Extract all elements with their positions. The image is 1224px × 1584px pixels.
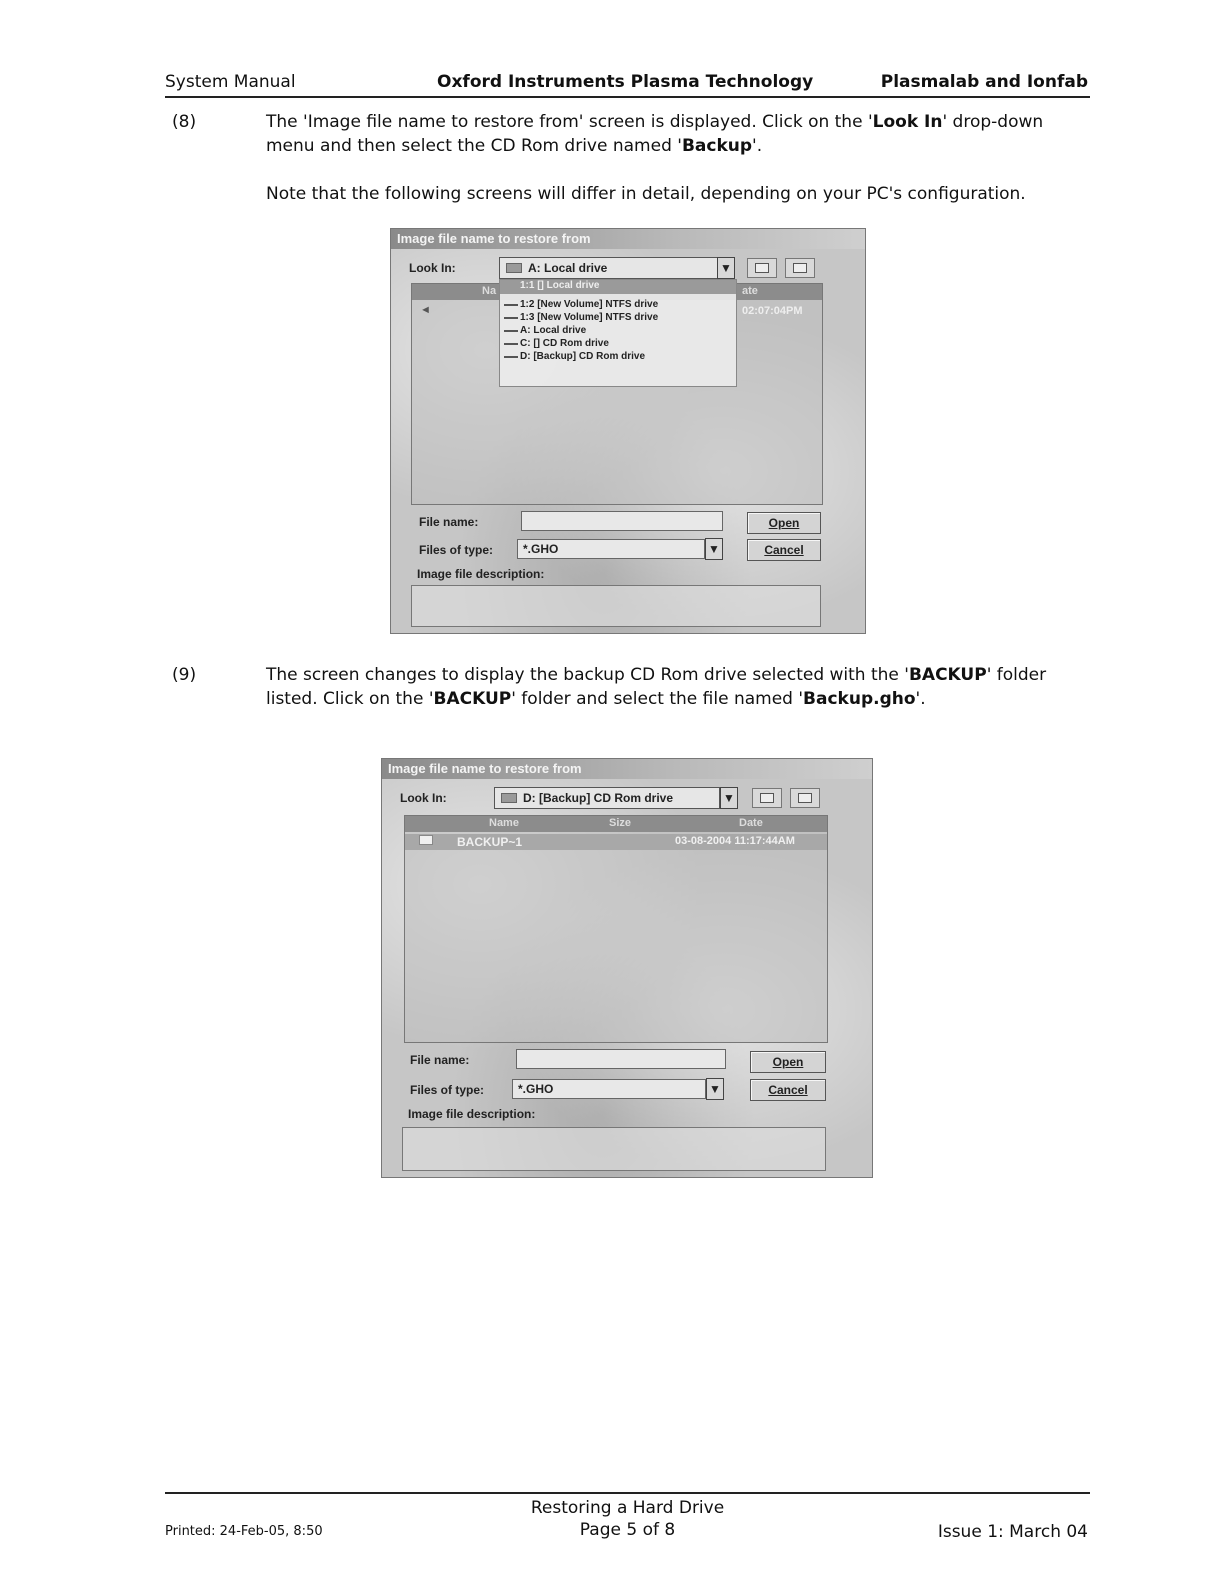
page-footer <box>165 1492 1090 1542</box>
look-in-label: Look In: <box>400 791 447 805</box>
file-list[interactable] <box>404 815 828 1043</box>
files-of-type-arrow-icon[interactable]: ▼ <box>705 538 723 560</box>
new-folder-icon[interactable] <box>785 258 815 278</box>
row-date: 03-08-2004 11:17:44AM <box>675 835 795 847</box>
restore-dialog-1 <box>390 228 866 634</box>
dropdown-item-2[interactable]: 1:2 [New Volume] NTFS drive <box>504 298 658 311</box>
open-button[interactable]: Open <box>750 1051 826 1073</box>
column-name[interactable]: Na <box>482 285 497 297</box>
up-folder-icon[interactable] <box>747 258 777 278</box>
cancel-button[interactable]: Cancel <box>750 1079 826 1101</box>
files-of-type-label: Files of type: <box>419 543 494 557</box>
file-name-input[interactable] <box>521 511 723 531</box>
header-center: Oxford Instruments Plasma Technology <box>437 72 814 92</box>
dropdown-item-1[interactable]: 1:1 [] Local drive <box>500 280 736 294</box>
drive-icon <box>506 263 522 273</box>
look-in-combo[interactable]: A: Local drive <box>499 257 721 279</box>
step-8-text: The 'Image file name to restore from' screen is displayed. Click on the 'Look In' drop-down menu and then select the CD Rom drive named 'Backup'. <box>266 112 1044 156</box>
row-name: BACKUP~1 <box>457 835 523 849</box>
footer-issue: Issue 1: March 04 <box>937 1522 1088 1542</box>
open-button[interactable]: Open <box>747 512 821 534</box>
file-list-header <box>405 816 827 832</box>
files-of-type-select[interactable]: *.GHO <box>517 539 705 559</box>
step-9-number: (9) <box>172 665 197 685</box>
description-label: Image file description: <box>408 1107 536 1121</box>
step-9-text: The screen changes to display the backup CD Rom drive selected with the 'BACKUP' folder listed. Click on the 'BACKUP' folder and select the file named 'Backup.gho'. <box>266 665 1047 709</box>
dialog-title: Image file name to restore from <box>391 229 865 249</box>
look-in-label: Look In: <box>409 261 456 275</box>
column-size[interactable]: Size <box>609 817 632 829</box>
footer-page: Page 5 of 8 <box>579 1520 676 1540</box>
column-date[interactable]: ate <box>742 285 758 297</box>
footer-printed: Printed: 24-Feb-05, 8:50 <box>165 1524 323 1539</box>
cancel-button[interactable]: Cancel <box>747 539 821 561</box>
footer-section: Restoring a Hard Drive <box>530 1498 725 1518</box>
files-of-type-label: Files of type: <box>410 1083 485 1097</box>
description-label: Image file description: <box>417 567 545 581</box>
files-of-type-arrow-icon[interactable]: ▼ <box>706 1078 724 1100</box>
step-8-number: (8) <box>172 112 197 132</box>
file-row-backup[interactable] <box>405 834 827 850</box>
file-name-label: File name: <box>410 1053 470 1067</box>
file-name-label: File name: <box>419 515 479 529</box>
dropdown-item-5[interactable]: C: [] CD Rom drive <box>504 337 609 350</box>
restore-dialog-2 <box>381 758 873 1178</box>
scroll-left-icon[interactable]: ◄ <box>420 304 431 316</box>
row-date: 02:07:04PM <box>742 305 803 317</box>
header-left: System Manual <box>165 72 296 92</box>
up-folder-icon[interactable] <box>752 788 782 808</box>
look-in-combo[interactable]: D: [Backup] CD Rom drive <box>494 787 720 809</box>
description-box[interactable] <box>402 1127 826 1171</box>
look-in-dropdown-arrow-icon[interactable]: ▼ <box>720 787 738 809</box>
dropdown-item-4[interactable]: A: Local drive <box>504 324 586 337</box>
look-in-dropdown-arrow-icon[interactable]: ▼ <box>717 257 735 279</box>
description-box[interactable] <box>411 585 821 627</box>
dropdown-item-3[interactable]: 1:3 [New Volume] NTFS drive <box>504 311 658 324</box>
cd-drive-icon <box>501 793 517 803</box>
column-date[interactable]: Date <box>739 817 763 829</box>
header-right: Plasmalab and Ionfab <box>880 72 1088 92</box>
look-in-dropdown-list <box>499 279 737 387</box>
new-folder-icon[interactable] <box>790 788 820 808</box>
column-name[interactable]: Name <box>489 817 519 829</box>
step-8-note: Note that the following screens will differ in detail, depending on your PC's configuration. <box>266 184 1026 204</box>
files-of-type-select[interactable]: *.GHO <box>512 1079 706 1099</box>
dropdown-item-6[interactable]: D: [Backup] CD Rom drive <box>504 350 645 363</box>
file-name-input[interactable] <box>516 1049 726 1069</box>
dialog-title: Image file name to restore from <box>382 759 872 779</box>
page-header <box>165 70 1090 98</box>
folder-icon <box>419 835 433 845</box>
